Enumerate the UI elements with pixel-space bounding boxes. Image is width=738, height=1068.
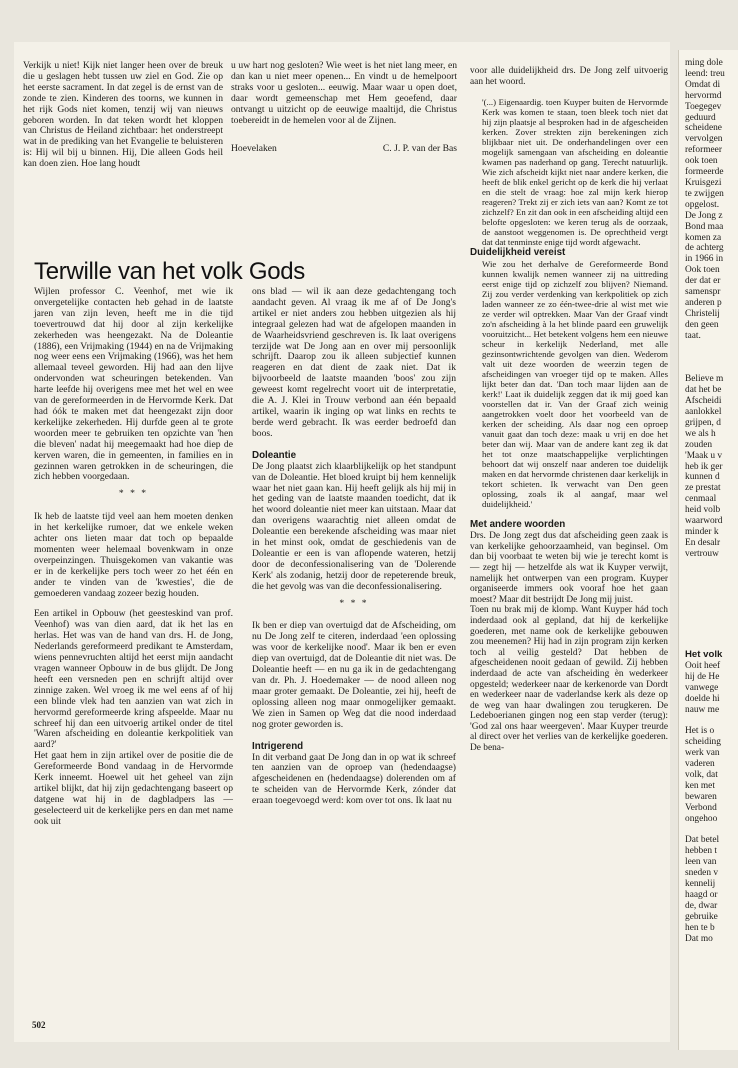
fragment-line: Bond maa xyxy=(685,221,724,232)
subheading-doleantie: Doleantie xyxy=(252,449,297,461)
article-column-3 xyxy=(470,66,668,754)
fragment-line: Ooit heef xyxy=(685,660,721,671)
paragraph: De Jong plaatst zich klaarblijkelijk op het standpunt van de Doleantie. Het bloed kruipt bij hem kennelijk waar het niet gaan kan. Hij heeft gelijk als hij mij in het geding van de laatste maanden toedicht, dat ik het woord doleantie niet meer kan uitstaan. Maar dat dan overigens waarachtig niet alleen omdat de Doleantie een berekende afscheiding was maar niet in het minst ook, omdat de geschiedenis van de Doleantie er een is van aflopende wateren, hetzij door de deconfessionalisering van de 'Dolerende Kerk' als zodanig, hetzij door de repeterende breuk, die het gevolg was van die deconfessionalisering. xyxy=(252,460,456,592)
fragment-line: formeerde xyxy=(685,167,724,178)
fragment-line: vertrouw xyxy=(685,548,719,559)
fragment-line: haagd or xyxy=(685,889,718,900)
fragment-line: heb ik ger xyxy=(685,461,723,472)
fragment-line: vanwege xyxy=(685,682,719,693)
fragment-line: den geen xyxy=(685,319,719,330)
fragment-line: Kruisgezi xyxy=(685,177,722,188)
article-column-2 xyxy=(252,287,456,807)
fragment-line: we als h xyxy=(685,428,716,439)
paragraph: Het gaat hem in zijn artikel over de positie die de Gereformeerde Bond vandaag in de Hervormde Kerk inneemt. Hoewel uit het geheel van zijn artikel blijkt, dat hij zijn gedachtengang baseert op datgene wat hij in de dagbladpers las — geselecteerd uit de kerkelijke pers en dan met name ook uit xyxy=(34,750,233,827)
paragraph: voor alle duidelijkheid drs. De Jong zelf uitvoerig aan het woord. xyxy=(470,66,668,87)
fragment-line: grijpen, d xyxy=(685,417,721,428)
fragment-line: cenmaal xyxy=(685,494,717,505)
top-column-2 xyxy=(231,61,457,155)
subheading-intrigerend: Intrigerend xyxy=(252,740,304,752)
fragment-line: Christelij xyxy=(685,308,720,319)
fragment-line: reformeer xyxy=(685,145,722,156)
fragment-line: te zwijgen xyxy=(685,188,724,199)
fragment-line: En desalr xyxy=(685,537,721,548)
section-divider: * * * xyxy=(118,488,149,500)
fragment-line: zouden xyxy=(685,439,713,450)
fragment-line: der dat er xyxy=(685,276,721,287)
fragment-line: hebben t xyxy=(685,846,718,857)
fragment-line: Omdat di xyxy=(685,79,721,90)
fragment-line: hen te b xyxy=(685,922,715,933)
fragment-line: komen za xyxy=(685,232,722,243)
fragment-line: bewaren xyxy=(685,791,717,802)
fragment-line: sneden v xyxy=(685,868,719,879)
fragment-line: 'Maak u v xyxy=(685,450,723,461)
subheading-duidelijkheid: Duidelijkheid vereist xyxy=(470,247,566,259)
section-divider: * * * xyxy=(339,597,369,609)
signature-place: Hoevelaken xyxy=(231,143,277,155)
fragment-line: volk, dat xyxy=(685,769,718,780)
fragment-line: ook toen xyxy=(685,156,718,167)
fragment-line: scheiding xyxy=(685,737,721,748)
fragment-line: de achterg xyxy=(685,243,724,254)
right-column-fragment-2 xyxy=(685,650,738,944)
fragment-line: geduurd xyxy=(685,112,716,123)
fragment-line: anderen p xyxy=(685,297,722,308)
fragment-line: vaderen xyxy=(685,759,715,770)
fragment-line: Dat mo xyxy=(685,933,713,944)
fragment-line: doelde hi xyxy=(685,693,720,704)
right-subheading: Het volk xyxy=(685,649,723,660)
quote-block: Wie zou het derhalve de Gereformeerde Bond kunnen kwalijk nemen wanneer zij na uittreding eerst enige tijd op zichzelf zou blijven? Niemand. Zij zou verder verdenking van kerkpolitiek op zich laden wanneer ze zo één-twee-drie al wist met wie ze verder wil optrekken. Maar Van der Graaf vindt zo'n afscheiding à la het blinde paard een gruwelijk vooruitzicht... Het betekent volgens hem een nieuwe scheur in kerkelijk Nederland, met alle gezinsontwrichtende gevolgen van dien. Wederom valt uit deze woorden de weerzin tegen de afscheidingen van vroeger tijd op te maken. Alles lijkt beter dan dat. 'Dan toch maar lijden aan de kerk!' Laat ik duidelijk zeggen dat ik mij goed kan voorstellen dat ir. Van der Graaf zich weinig aangetrokken voelt door het voorbeeld van de kerken der scheiding. Als daar nog een oproep vanuit gaat dan toch deze: maak u vrij en doe het beter dan wij. Maar van de andere kant zeg ik dat het tot onze maatschappelijke verplichtingen behoort dat wij onszelf naar anderen toe duidelijk maken en dat hervormde christenen daar kerkelijk in tekort schieten. Ik verwacht van Den geen oplossing, zoals ik al aangaf, maar wel duidelijkheid.' xyxy=(482,259,668,510)
fragment-line: dat het be xyxy=(685,385,722,396)
paragraph: In dit verband gaat De Jong dan in op wat ik schreef ten aanzien van de oproep van (hedendaagse) afgescheidenen en (hedendaagse) dolerenden om af te scheiden van de Hervormde Kerk, zónder dat eraan toegevoegd werd: kom over tot ons. Ik laat nu xyxy=(252,751,456,807)
right-page-fragment xyxy=(678,50,738,1050)
fragment-line: leend: treu xyxy=(685,68,725,79)
fragment-line: samenspr xyxy=(685,287,721,298)
signature-name: C. J. P. van der Bas xyxy=(382,143,457,155)
paragraph: Drs. De Jong zegt dus dat afscheiding geen zaak is van kerkelijke gehoorzaamheid, van beginsel. Om dan bij voorbaat te weten bij wie je terecht komt is — zegt hij — hetzelfde als wat ik Kuyper verwijt, namelijk het ontwerpen van een program. Kuyper organiseerde immers ook vooraf hoe het gaan moest? Maar dit bestrijdt De Jong mij juist. xyxy=(470,531,668,605)
fragment-line: Believe m xyxy=(685,374,724,385)
fragment-line: waarword xyxy=(685,516,723,527)
fragment-line: opgelost. xyxy=(685,199,720,210)
signature xyxy=(231,144,457,155)
fragment-line: in 1966 in xyxy=(685,254,724,265)
fragment-line: De Jong z xyxy=(685,210,723,221)
right-column-fragment xyxy=(685,58,738,560)
article-column-1 xyxy=(34,287,233,828)
page-number: 502 xyxy=(32,1020,46,1030)
top-paragraph-2: u uw hart nog gesloten? Wie weet is het niet lang meer, en dan kan u niet meer openen... En vindt u de hemelpoort straks voor u gesloten... eeuwig. Maar waar u open doet, daar wordt gemeenschap met Hem geoefend, daar ontvangt u uitzicht op de eeuwige maaltijd, die Christus toebereidt in de hemelen voor al de Zijnen. xyxy=(231,60,457,126)
fragment-line: heid volb xyxy=(685,505,721,516)
quote-block: '(...) Eigenaardig. toen Kuyper buiten de Hervormde Kerk was komen te staan, toen bleek toch niet dat hij zijn plaatsje al besproken had in de afgescheiden kerken. Zover strekten zijn berekeningen zich blijkbaar niet uit. De onderhandelingen over een mogelijk samengaan van afscheiding en doleantie kwamen pas naderhand op gang. Terecht natuurlijk. Wie zich afscheidt kijkt niet naar andere kerken, die heeft de blik enkel gericht op de kerk die hij verlaat en die stelt de vraag: hoe zal mijn kerk hierop reageren? Trekt zij er zich iets van aan? Komt ze tot zichzelf? En zit dan ook in een afscheiding altijd een belofte opgesloten: we keren terug als de oorzaak, de aanstoot weggenomen is. De oprechtheid vergt dat dat tenminste enige tijd wordt afgewacht. xyxy=(482,97,668,248)
fragment-line: werk van xyxy=(685,748,720,759)
fragment-line: aanlokkel xyxy=(685,407,722,417)
fragment-line: leen van xyxy=(685,857,717,868)
fragment-line xyxy=(685,352,738,363)
paragraph: Toen nu brak mij de klomp. Want Kuyper hád toch inderdaad ook al gepland, dat hij de kerkelijke goederen, met name ook de kerkelijke gebouwen zou meenemen? Hij had in zijn program zijn kerken toch al veilig gesteld? Dat hebben de afgescheidenen nooit gedaan of gewild. Zij hebben inderdaad de acte van afscheiding èn wederkeer opgesteld; wederkeer naar de kerkenorde van Dordt en wederkeer naar de vaderlandse kerk als deze op de weg van haar dwalingen zou terugkeren. De Ledeboerianen gingen nog een stap verder (terug): 'God zal ons haar weergeven'. Maar Kuyper treurde al direct over het verlies van de kerkelijke goederen. De bena- xyxy=(470,605,668,754)
fragment-line: kennelij xyxy=(685,879,716,890)
paragraph: Wijlen professor C. Veenhof, met wie ik onvergetelijke contacten heb gehad in de laatste jaren van zijn leven, heeft me in die tijd toevertrouwd dat hij door al zijn kerkelijke zekerheden was heengezakt. Na de Doleantie (1886), een Vrijmaking (1944) en na de Vrijmaking nog weer eens een Vrijmaking (1966), was het hem allemaal teveel geworden. Hij had aan den lijve ondervonden wat scheuringen betekenden. Van harte leefde hij overigens mee met het wel en wee van de gereformeerden in de Hervormde Kerk. Dat had óók te maken met dat heengezakt zijn door kerkelijke zekerheden. Hij durfde geen al te grote woorden meer te gebruiken ten opzichte van 'hen die bleven' nadat hij meegemaakt had hoe diep de kerven waren, die in gemeenten, in families en in gezinnen waren getrokken in de scheuringen, die zich hebben voorgedaan. xyxy=(34,286,233,483)
fragment-line: gebruike xyxy=(685,911,718,922)
fragment-line xyxy=(685,342,738,353)
fragment-line: hij de He xyxy=(685,671,720,682)
fragment-line: Toegegev xyxy=(685,101,722,112)
fragment-line: Verbond xyxy=(685,802,717,813)
fragment-line: Ook toen xyxy=(685,265,720,276)
fragment-line: Het is o xyxy=(685,726,715,737)
fragment-line: vervolgen xyxy=(685,134,723,145)
paragraph: Ik ben er diep van overtuigd dat de Afscheiding, om nu De Jong zelf te citeren, inderdaad 'een oplossing was voor de kerkelijke nood'. Maar ik ben er even diep van overtuigd, dat de Doleantie dit niet was. De Doleantie heeft — en nu ga ik in de gedachtengang van dr. Ph. J. Hoedemaker — de nood alleen nog maar groter gemaakt. De Doleantie, zei hij, heeft de oplossing alleen nog maar onmogelijker gemaakt. We zien in Samen op Weg dat die nood inderdaad nog groter geworden is. xyxy=(252,620,456,730)
fragment-line: scheidene xyxy=(685,123,722,134)
fragment-line: minder k xyxy=(685,526,719,537)
fragment-line: nauw me xyxy=(685,704,720,715)
fragment-line: ken met xyxy=(685,780,715,791)
fragment-line: ze prestat xyxy=(685,483,721,494)
paragraph: Ik heb de laatste tijd veel aan hem moeten denken in het kerkelijke rumoer, dat we enkele weken achter ons lieten maar dat toch op bepaalde momenten weer helemaal bovenkwam in onze overpeinzingen. Thuisgekomen van vakantie was er in de kerkelijke pers toch weer zo het één en ander te vinden van de 'kwesties', die de gemoederen vandaag zozeer bezig houden. xyxy=(34,511,233,599)
fragment-line: kunnen d xyxy=(685,472,720,483)
fragment-line: taat. xyxy=(685,330,701,341)
top-column-1 xyxy=(23,61,223,170)
fragment-line: de, dwar xyxy=(685,900,718,911)
top-paragraph-1: Verkijk u niet! Kijk niet langer heen over de breuk die u geslagen hebt tussen uw ziel en God. Zie op het eerste sacrament. In dat zegel is de ernst van de zonde te zien. Kinderen des toorns, we kunnen in het rijk Gods niet komen, tenzij wij van nieuws geboren worden. In dat teken wordt het kloppen van Christus de Heiland zichtbaar: het onderstreept wat in de prediking van het Evangelie te beluisteren is: Hij wil bij u binnen. Hij, Die alleen Gods heil kan doen zien. Hoe lang houdt xyxy=(23,60,223,170)
fragment-line: ming dole xyxy=(685,58,723,68)
paragraph: ons blad — wil ik aan deze gedachtengang toch aandacht geven. Al vraag ik me af of De Jong's artikel er niet anders zou hebben uitgezien als hij integraal gelezen had wat de afgelopen maanden in de Waarheidsvriend geschreven is. Ik laat overigens terzijde wat De Jong aan en over mij persoonlijk schrijft. Daarop zou ik alleen subjectief kunnen reageren en dat dient de zaak niet. Dat ik bijvoorbeeld de laatste maanden 'boos' zou zijn geweest komt regelrecht voort uit de interpretatie, die A. J. Klei in Trouw verbond aan één bepaald artikel, waarin ik inging op wat links en rechts te berde werd gebracht. Ik was eerder bedroefd dan boos. xyxy=(252,286,456,439)
fragment-line xyxy=(685,363,738,374)
subheading-met-andere-woorden: Met andere woorden xyxy=(470,519,566,531)
article-headline: Terwille van het volk Gods xyxy=(34,258,305,285)
fragment-line: ongehoo xyxy=(685,813,718,824)
paragraph: Een artikel in Opbouw (het geesteskind van prof. Veenhof) was van dien aard, dat ik het las en herlas. Het was van de hand van drs. H. de Jong, Nederlands gereformeerd predikant te Amsterdam, wiens pennevruchten altijd het eerst mijn aandacht vragen wanneer Opbouw in de bus glijdt. De Jong heeft een versneden pen en schrijft altijd over zinnige zaken. Wel vroeg ik me wel eens af of hij een blinde vlek had ten aanzien van wat zich in hervormd gereformeerde kring afspeelde. Maar nu schreef hij dan een uitvoerig artikel onder de titel 'Waren afscheiding en doleantie kerkpolitiek van aard?' xyxy=(34,608,233,751)
fragment-line: Dat betel xyxy=(685,835,720,846)
fragment-line: Afscheidi xyxy=(685,396,722,407)
fragment-line xyxy=(685,715,738,726)
fragment-line xyxy=(685,825,738,836)
fragment-line: hervormd xyxy=(685,90,722,101)
